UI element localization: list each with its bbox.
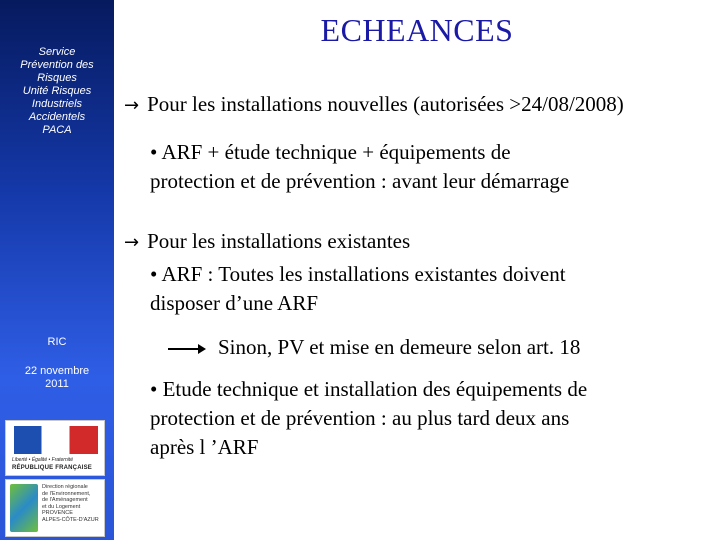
right-arrow-icon: → [124, 95, 140, 116]
dreal-text-line: de l'Aménagement [42, 497, 88, 503]
section-existing-installations [124, 226, 410, 258]
consequence-text: Sinon, PV et mise en demeure selon art. 18 [218, 335, 581, 359]
sidebar [0, 0, 114, 540]
service-title-line: Service [38, 46, 76, 58]
dreal-text [42, 484, 102, 523]
republique-francaise-logo [5, 420, 105, 476]
section-text: Pour les installations existantes [147, 229, 411, 253]
bullet-arf-new: • ARF + étude technique + équipements de [150, 140, 511, 164]
dreal-text-line: PROVENCE [42, 510, 73, 516]
long-right-arrow-icon [168, 348, 204, 350]
bullet-study: • Etude technique et installation des équipements de [150, 377, 588, 401]
bullet-arf-existing-cont: disposer d’une ARF [150, 291, 318, 315]
logo-rf-label: RÉPUBLIQUE FRANÇAISE [12, 465, 93, 471]
date-line: 22 novembre [24, 365, 90, 377]
bullet-arf-new-cont: protection et de prévention : avant leur démarrage [150, 169, 570, 193]
date-line: 2011 [45, 378, 69, 390]
dreal-text-line: Direction régionale [42, 484, 88, 490]
bullet-arf-existing: • ARF : Toutes les installations existantes doivent [150, 262, 566, 286]
bullet-study-cont: protection et de prévention : au plus tard deux ans [150, 406, 570, 430]
slide-title: ECHEANCES [320, 12, 514, 48]
service-title-line: Unité Risques [22, 85, 92, 97]
service-title-line: Prévention des [20, 59, 94, 71]
section-new-installations [124, 89, 624, 121]
service-title-line: PACA [42, 124, 72, 136]
marianne-icon [14, 426, 98, 454]
right-arrow-icon: → [124, 232, 140, 253]
dreal-text-line: et du Logement [42, 503, 81, 510]
dreal-text-line: de l'Environnement, [42, 490, 91, 497]
bullet-study-cont: après l ’ARF [150, 435, 259, 459]
service-title-line: Risques [37, 72, 77, 84]
service-title-line: Industriels [31, 98, 83, 110]
service-title [4, 46, 110, 137]
ric-label: RIC [47, 336, 67, 348]
dreal-text-line: ALPES-CÔTE-D'AZUR [42, 516, 99, 523]
logo-motto: Liberté • Égalité • Fraternité [12, 457, 74, 463]
service-title-line: Accidentels [28, 111, 86, 123]
section-text: Pour les installations nouvelles (autorisées >24/08/2008) [147, 92, 624, 116]
dreal-logo [5, 479, 105, 537]
dreal-mark-icon [10, 484, 38, 532]
date-label [4, 365, 110, 391]
